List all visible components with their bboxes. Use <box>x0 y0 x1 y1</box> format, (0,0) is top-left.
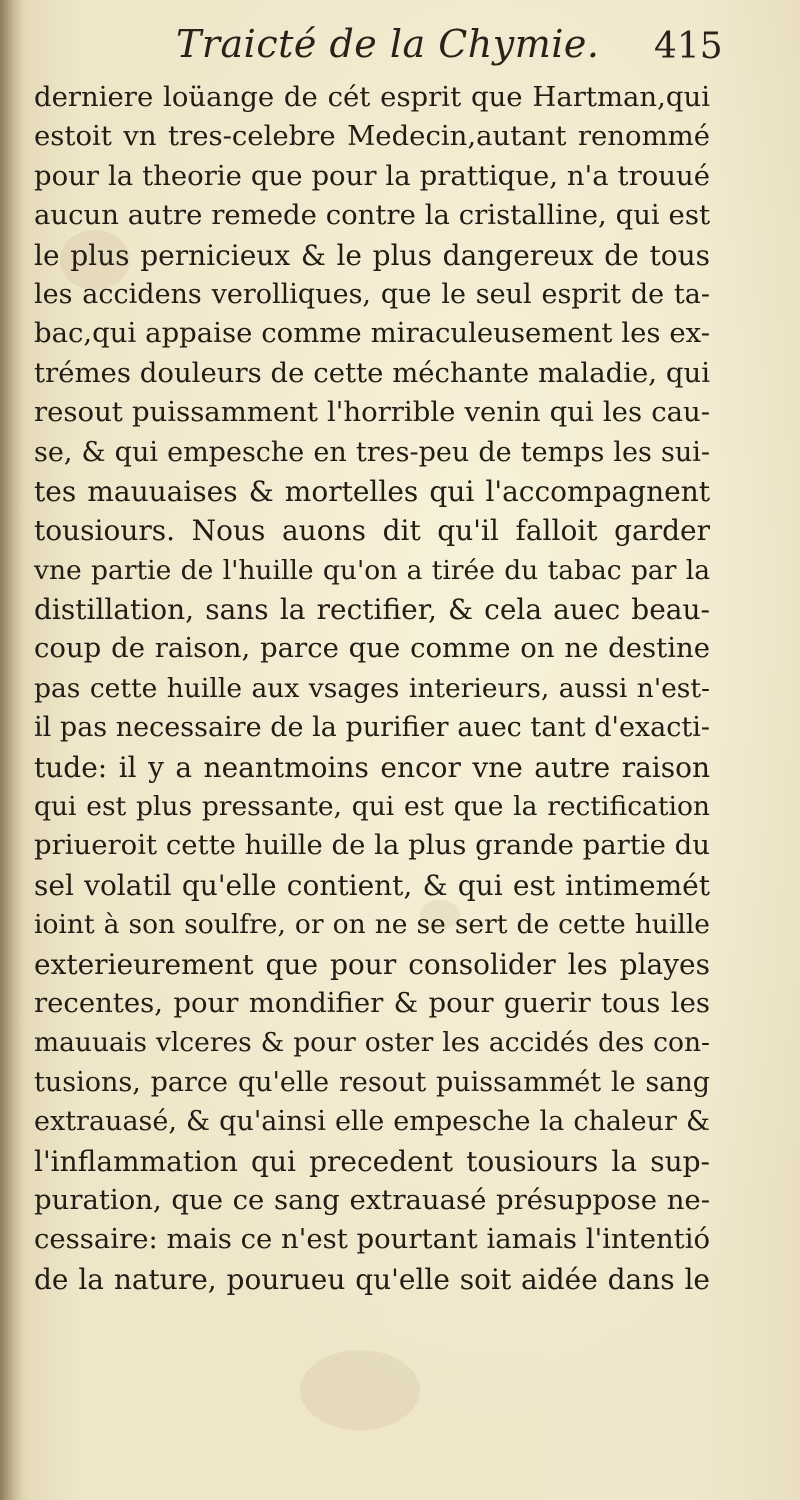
text-line: tude: il y a neantmoins encor vne autre raison <box>34 750 710 784</box>
text-line: tousiours. Nous auons dit qu'il falloit garder <box>34 514 710 548</box>
gutter-shadow <box>0 0 22 1500</box>
text-line: recentes, pour mondifier & pour guerir tous les <box>34 986 710 1019</box>
text-line: resout puissamment l'horrible venin qui les cau- <box>34 396 710 429</box>
text-line: puration, que ce sang extrauasé présuppose ne- <box>34 1183 710 1216</box>
page-number: 415 <box>654 26 723 67</box>
text-line: cessaire: mais ce n'est pourtant iamais l'intentió <box>34 1223 711 1256</box>
text-line: vne partie de l'huille qu'on a tirée du tabac par la <box>34 554 710 586</box>
text-line: tusions, parce qu'elle resout puissammét le sang <box>34 1066 710 1098</box>
text-line: bac,qui appaise comme miraculeusement les ex- <box>34 317 710 350</box>
text-line: de la nature, pourueu qu'elle soit aidée dans le <box>34 1262 710 1296</box>
text-line: ioint à son soulfre, or on ne se sert de cette huille <box>34 909 710 941</box>
running-title: Traicté de la Chymie. <box>176 22 600 66</box>
text-line: estoit vn tres-celebre Medecin,autant renommé <box>34 120 710 153</box>
text-line: tes mauuaises & mortelles qui l'accompagnent <box>34 474 710 508</box>
text-line: priueroit cette huille de la plus grande partie du <box>34 829 710 862</box>
text-line: extrauasé, & qu'ainsi elle empesche la chaleur & <box>34 1106 710 1138</box>
text-line: sel volatil qu'elle contient, & qui est intimemét <box>34 868 710 902</box>
text-line: coup de raison, parce que comme on ne destine <box>34 632 710 665</box>
text-line: derniere loüange de cét esprit que Hartman,qui <box>34 81 710 113</box>
text-line: qui est plus pressante, qui est que la rectification <box>34 791 710 823</box>
page-header <box>0 22 800 82</box>
paper-stain <box>300 1350 420 1430</box>
text-line: se, & qui empesche en tres-peu de temps les sui- <box>34 436 710 468</box>
text-line: le plus pernicieux & le plus dangereux de tous <box>34 238 710 272</box>
text-line: pas cette huille aux vsages interieurs, aussi n'est- <box>34 672 710 704</box>
text-line: il pas necessaire de la purifier auec tant d'exacti- <box>34 712 710 744</box>
text-line: l'inflammation qui precedent tousiours la sup- <box>34 1144 710 1178</box>
text-line: exterieurement que pour consolider les playes <box>34 947 710 981</box>
body-text <box>34 78 710 1299</box>
text-line: les accidens verolliques, que le seul esprit de ta- <box>34 278 710 310</box>
text-line: aucun autre remede contre la cristalline, qui est <box>34 199 710 232</box>
text-line: trémes douleurs de cette méchante maladie, qui <box>34 356 710 389</box>
text-line: distillation, sans la rectifier, & cela auec beau- <box>34 593 710 627</box>
text-line: pour la theorie que pour la prattique, n'a trouué <box>34 159 710 192</box>
text-line: mauuais vlceres & pour oster les accidés des con- <box>34 1027 710 1059</box>
